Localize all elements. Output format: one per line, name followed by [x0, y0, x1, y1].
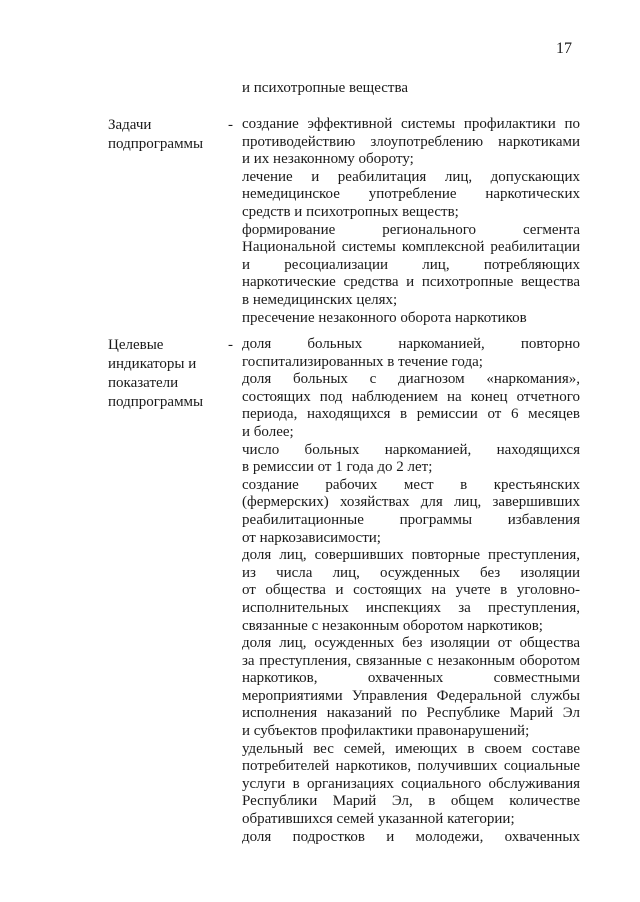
text-line: немедицинское употребление наркотических	[242, 186, 580, 203]
text-line: доля больных наркоманией, повторно	[242, 336, 580, 352]
text-line: исполнения наказаний по Республике Марий Эл	[242, 705, 580, 722]
text-line: состоящих под наблюдением на конец отчетного	[242, 388, 580, 405]
text-line: госпитализированных в течение года;	[242, 353, 483, 370]
text-line: удельный вес семей, имеющих в своем составе	[242, 740, 580, 757]
text-line: доля больных с диагнозом «наркомания»,	[242, 371, 580, 388]
text-line: потребителей наркотиков, получивших социальные	[242, 758, 580, 775]
label-line: показатели	[108, 375, 179, 391]
text-line: и их незаконному обороту;	[242, 151, 414, 168]
tasks-text	[242, 116, 580, 327]
text-line: исполнительных инспекциях за преступления,	[242, 599, 580, 616]
indicators-text	[242, 336, 580, 846]
text-line: в ремиссии от 1 года до 2 лет;	[242, 459, 433, 476]
text-line: доля подростков и молодежи, охваченных	[242, 828, 580, 845]
text-line: от наркозависимости;	[242, 529, 381, 546]
text-line: Республики Марий Эл, в общем количестве	[242, 793, 580, 810]
text-line: связанные с незаконным оборотом наркотиков;	[242, 617, 543, 634]
text-line: мероприятиями Управления Федеральной службы	[242, 687, 580, 704]
text-line: за преступления, связанные с незаконным оборотом	[242, 652, 580, 669]
label-line: подпрограммы	[108, 394, 204, 410]
text-line: пресечение незаконного оборота наркотиков	[242, 309, 527, 326]
text-line: Национальной системы комплексной реабилитации	[242, 239, 580, 256]
indicators-label	[108, 336, 228, 412]
text-line: реабилитационные программы избавления	[242, 511, 580, 528]
label-line: Целевые	[108, 337, 164, 353]
text-line: услуги в организациях социального обслуживания	[242, 775, 580, 792]
label-line: индикаторы и	[108, 356, 197, 372]
text-line: формирование регионального сегмента	[242, 221, 580, 238]
label-line: подпрограммы	[108, 136, 204, 152]
text-line: и ресоциализации лиц, потребляющих	[242, 256, 580, 273]
text-line: периода, находящихся в ремиссии от 6 месяцев	[242, 406, 580, 423]
text-line: создание эффективной системы профилактики по	[242, 116, 580, 132]
text-line: наркотиков, охваченных совместными	[242, 670, 580, 687]
text-line: противодействию злоупотреблению наркотиками	[242, 133, 580, 150]
text-line: в немедицинских целях;	[242, 291, 398, 308]
text-line: из числа лиц, осужденных без изоляции	[242, 564, 580, 581]
text-line: наркотические средства и психотропные вещества	[242, 274, 580, 291]
text-line: создание рабочих мест в крестьянских	[242, 476, 580, 493]
text-line: и более;	[242, 423, 294, 440]
text-line: доля лиц, совершивших повторные преступления,	[242, 547, 580, 564]
text-line: (фермерских) хозяйствах для лиц, завершивших	[242, 494, 580, 511]
text-line: средств и психотропных веществ;	[242, 203, 459, 220]
text-line: и субъектов профилактики правонарушений;	[242, 723, 530, 740]
tasks-label	[108, 116, 228, 154]
text-line: от общества и состоящих на учете в уголовно-	[242, 582, 580, 599]
page-number: 17	[556, 40, 572, 57]
text-line: число больных наркоманией, находящихся	[242, 441, 580, 458]
label-line: Задачи	[108, 117, 152, 133]
dash-separator: -	[228, 117, 233, 133]
dash-separator: -	[228, 337, 233, 353]
text-line: лечение и реабилитация лиц, допускающих	[242, 168, 580, 185]
continuation-line: и психотропные вещества	[242, 80, 408, 96]
text-line: доля лиц, осужденных без изоляции от общества	[242, 635, 580, 652]
text-line: обратившихся семей указанной категории;	[242, 811, 515, 828]
